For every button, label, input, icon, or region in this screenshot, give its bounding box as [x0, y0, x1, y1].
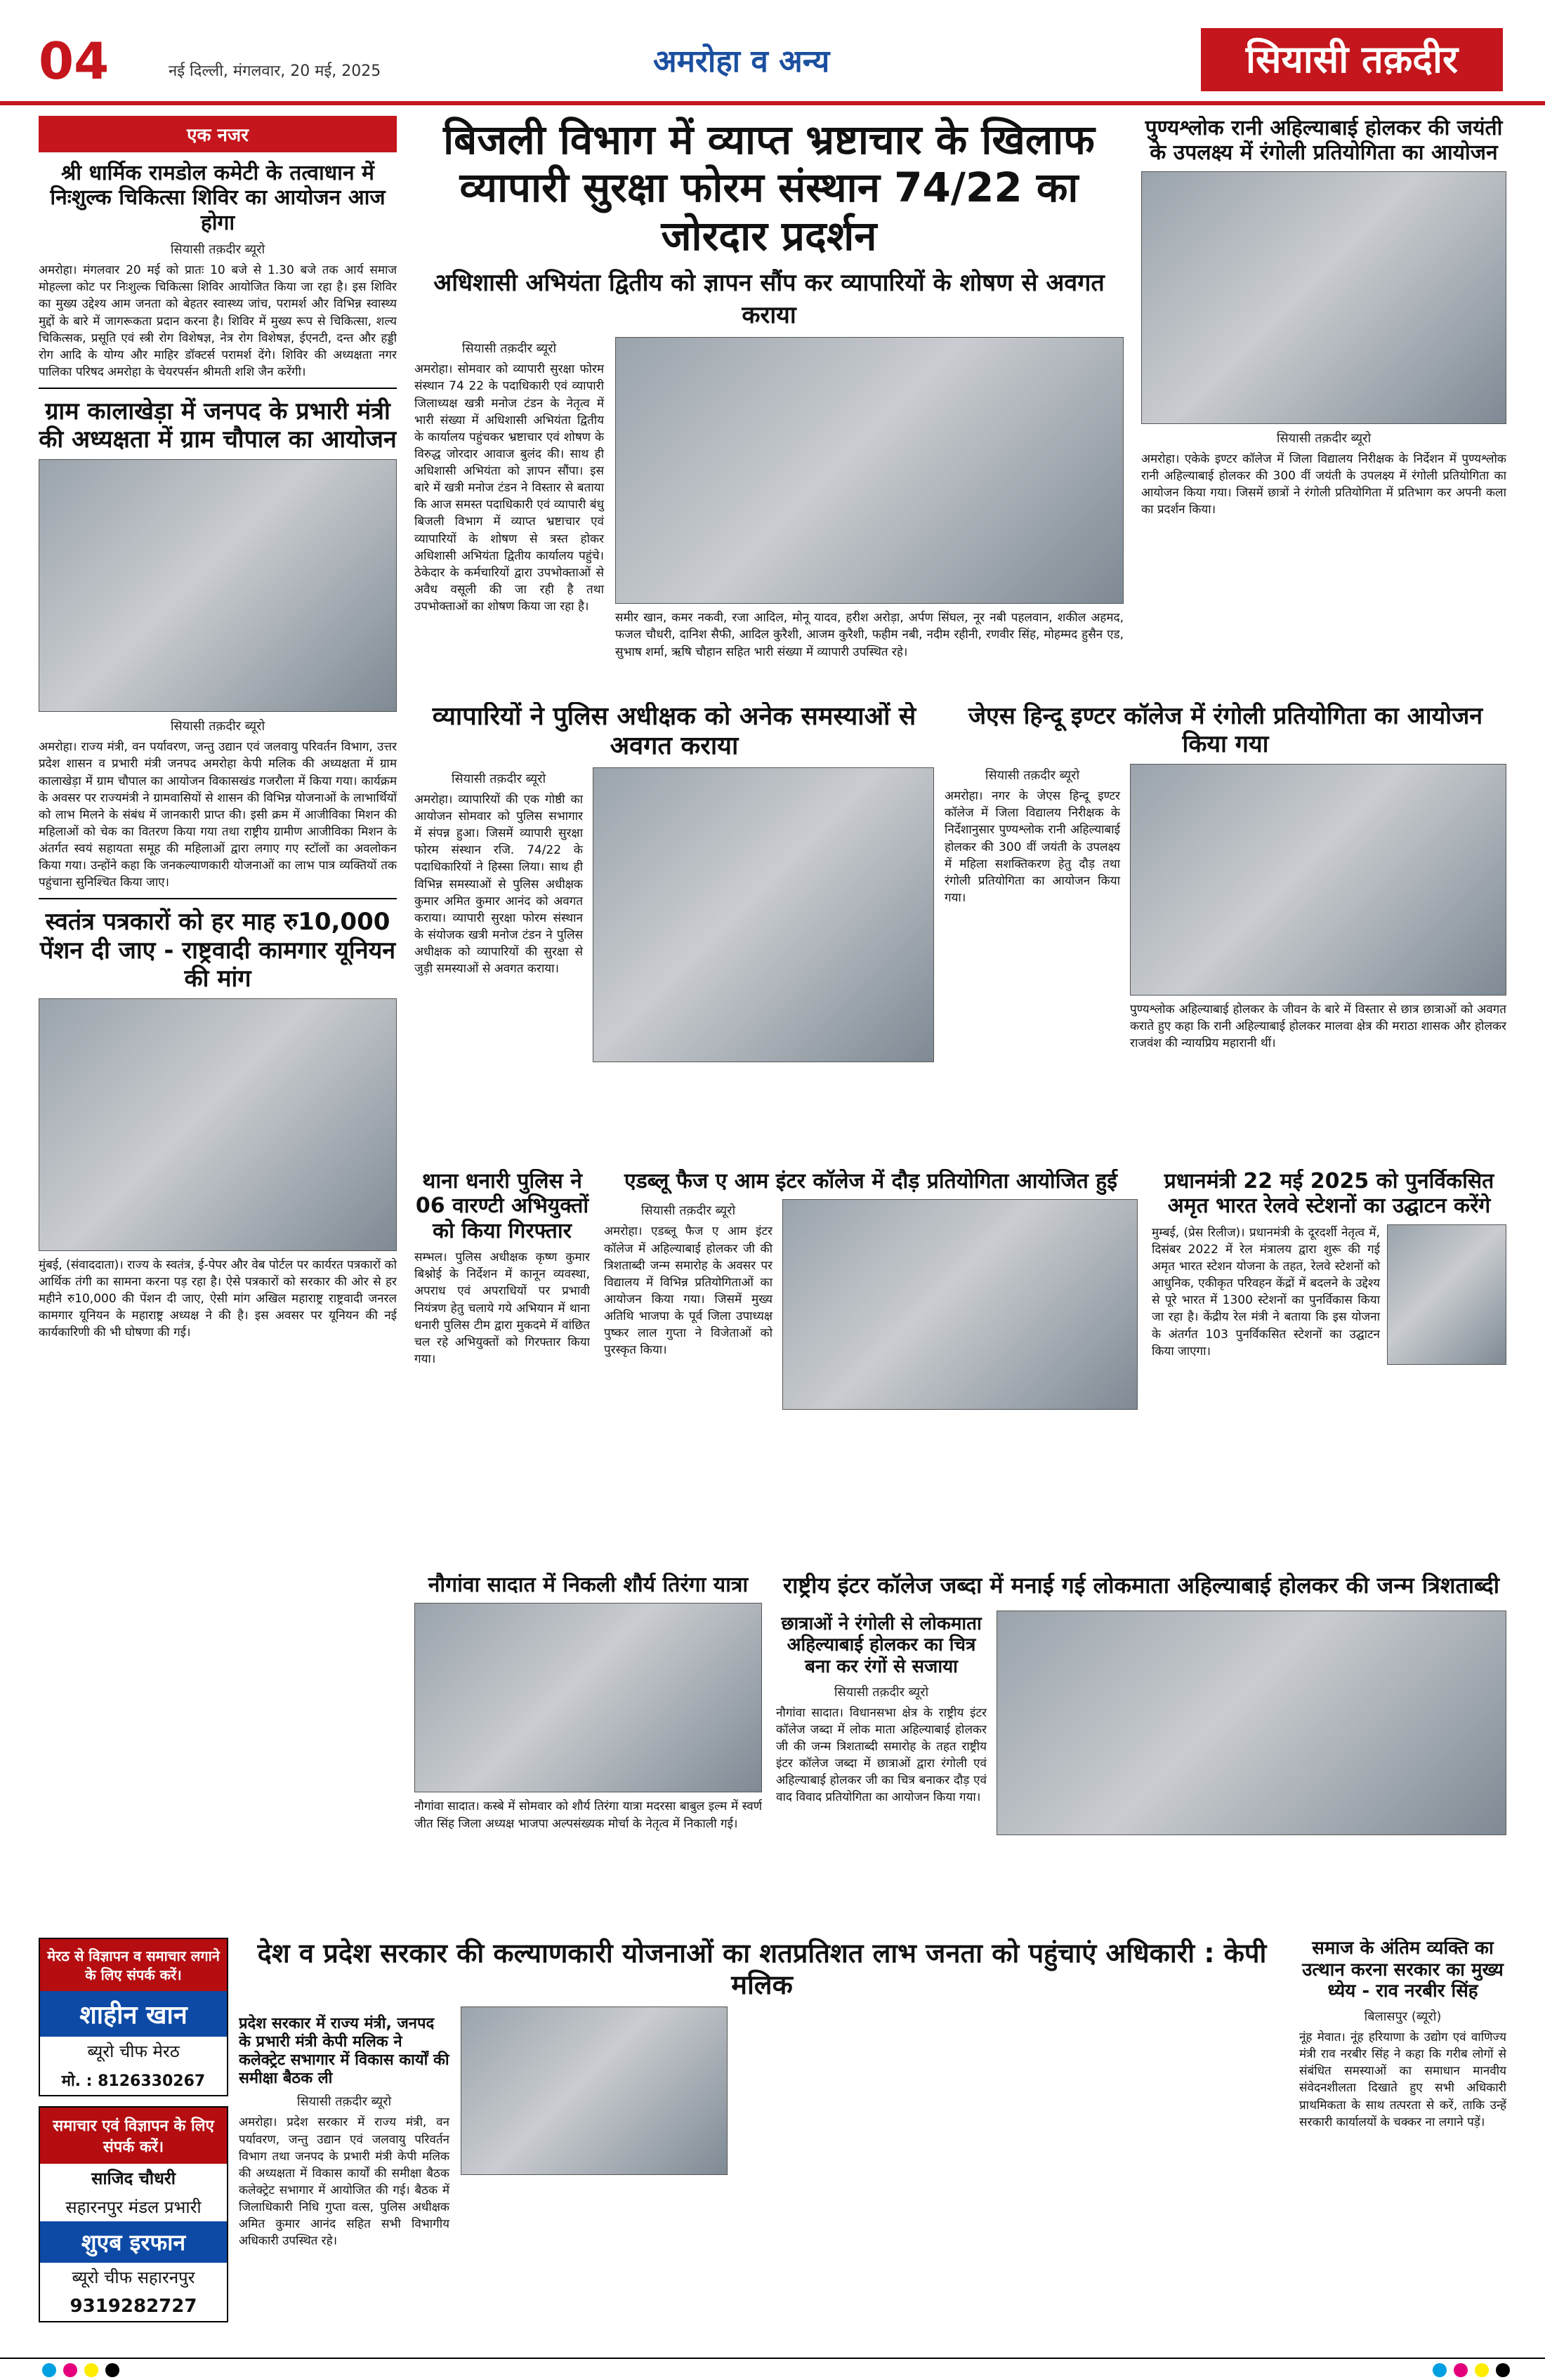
photo-rangoli: [1141, 171, 1506, 424]
registration-mark-icon: [1433, 2363, 1447, 2377]
ad-phone: मो. : 8126330267: [61, 2072, 206, 2090]
story-subheadline: प्रदेश सरकार में राज्य मंत्री, जनपद के प्रभारी मंत्री केपी मलिक ने कलेक्ट्रेट सभागार में विकास कार्यों की समीक्षा बैठक ली: [239, 2014, 449, 2087]
story-body: नूंह मेवात। नूंह हरियाणा के उद्योग एवं वाणिज्य मंत्री राव नरबीर सिंह ने कहा कि गरीब लोगों से संबंधित समस्याओं का समाधान मानवीय संवेदनशीलता दिखाते हुए सभी अधिकारी प्राथमिकता के साथ तत्परता से करें, ताकि उन्हें सरकारी कार्यालयों के चक्कर ना लगाने पड़ें।: [1299, 2030, 1506, 2129]
story-police: [414, 702, 934, 1158]
registration-mark-icon: [1496, 2363, 1510, 2377]
story-pm: [1152, 1169, 1506, 1562]
photo-police-meeting: [593, 767, 934, 1062]
photo-union: [39, 998, 397, 1251]
story-body: अमरोहा। प्रदेश सरकार में राज्य मंत्री, वन पर्यावरण, जन्तु उद्यान एवं जलवायु परिवर्तन विभाग तथा जनपद के प्रभारी मंत्री केपी मलिक की अध्यक्षता में विकास कार्यों की समीक्षा बैठक कलेक्ट्रेट सभागार में आयोजित की गई। बैठक में जिलाधिकारी निधि गुप्ता वत्स, पुलिस अधीक्षक अमित कुमार आनंद सहित सभी विभागीय अधिकारी उपस्थित रहे।: [239, 2115, 449, 2249]
divider: [39, 898, 397, 899]
story-daud: [604, 1169, 1138, 1562]
story-headline: थाना धनारी पुलिस ने 06 वारण्टी अभियुक्तों को किया गिरफ्तार: [415, 1169, 589, 1243]
story-body: अमरोहा। मंगलवार 20 मई को प्रातः 10 बजे से 1.30 बजे तक आर्य समाज मोहल्ला कोट पर निःशुल्क चिकित्सा शिविर आयोजित किया जा रहा है। इस शिविर का मुख्य उद्देश्य आम जनता को बेहतर स्वास्थ्य जांच, परामर्श और विभिन्न स्वास्थ्य मुद्दों के बारे में जागरूकता प्रदान करना है। शिविर में मुख्य रूप से चिकित्सा, शल्य चिकित्सक, प्रसूति एवं स्त्री रोग विशेषज्ञ, नेत्र रोग विशेषज्ञ, ईएनटी, दन्त और हड्डी रोग आदि के योग्य और माहिर डॉक्टर्स परामर्श देंगे। शिविर की अध्यक्षता नगर पालिका परिषद अमरोहा के चेयरपर्सन श्रीमती शशि जैन करेंगी।: [39, 263, 397, 379]
story-body: अमरोहा। एडब्लू फैज ए आम इंटर कॉलेज में अहिल्याबाई होलकर जी की त्रिशताब्दी जन्म समारोह के अवसर पर विद्यालय में विभिन्न प्रतियोगिताओं का आयोजन किया गया। जिसमें मुख्य अतिथि भाजपा के पूर्व जिला उपाध्यक्ष पुष्कर लाल गुप्ता ने विजेताओं को पुरस्कृत किया।: [604, 1224, 772, 1358]
photo-tiranga-yatra: [414, 1603, 762, 1792]
ad-role: ब्यूरो चीफ मेरठ: [87, 2042, 180, 2061]
story-body: मुम्बई, (प्रेस रिलीज)। प्रधानमंत्री के दूरदर्शी नेतृत्व में, दिसंबर 2022 में रेल मंत्रालय द्वारा शुरू की गई अमृत भारत स्टेशन योजना के तहत, रेलवे स्टेशनों को आधुनिक, एकीकृत परिवहन केंद्रों में बदलने के उद्देश्य से पूरे भारत में 1300 स्टेशनों का पुनर्विकास किया जा रहा है। केंद्रीय रेल मंत्री ने बताया कि इस योजना के अंतर्गत 103 पुनर्विकसित स्टेशनों का उद्घाटन किया जाएगा।: [1152, 1225, 1380, 1358]
registration-mark-icon: [1454, 2363, 1468, 2377]
story-jabda: [776, 1573, 1506, 1924]
lead-subheadline: अधिशासी अभियंता द्वितीय को ज्ञापन सौंप कर व्यापारियों के शोषण से अवगत कराया: [433, 269, 1105, 330]
registration-mark-icon: [63, 2363, 77, 2377]
story-headline: ग्राम कालाखेड़ा में जनपद के प्रभारी मंत्री की अध्यक्षता में ग्राम चौपाल का आयोजन: [39, 397, 397, 454]
story-body: मुंबई, (संवाददाता)। राज्य के स्वतंत्र, ई-पेपर और वेब पोर्टल पर कार्यरत पत्रकारों को आर्थिक तंगी का सामना करना पड़ रहा है। ऐसे पत्रकारों को सरकार की ओर से हर महीने रु10,000 की पेंशन दी जाए, ऐसी मांग अखिल महाराष्ट्र राष्ट्रवादी जनरल कामगार यूनियन के महाराष्ट्र अध्यक्ष ने की है। इस अवसर पर यूनियन की नई कार्यकारिणी की भी घोषणा की गई।: [39, 1257, 397, 1340]
story-headline: देश व प्रदेश सरकार की कल्याणकारी योजनाओं का शतप्रतिशत लाभ जनता को पहुंचाएं अधिकारी : केपी मलिक: [257, 1938, 1267, 2000]
photo-chaupal: [39, 459, 397, 712]
ad-role: सहारनपुर मंडल प्रभारी: [65, 2197, 202, 2217]
story-headline: जेएस हिन्दू इण्टर कॉलेज में रंगोली प्रतियोगिता का आयोजन किया गया: [968, 702, 1483, 759]
photo-pm: [1387, 1224, 1506, 1365]
brand-logo: सियासी तक़दीर: [1201, 28, 1503, 91]
registration-mark-icon: [42, 2363, 56, 2377]
dateline: नई दिल्ली, मंगलवार, 20 मई, 2025: [169, 62, 381, 80]
ad-name: शुएब इरफान: [40, 2221, 227, 2263]
registration-mark-icon: [84, 2363, 98, 2377]
divider: [39, 388, 397, 389]
ad-saharanpur: [39, 2106, 228, 2322]
photo-review-meeting: [461, 2007, 728, 2175]
byline: बिलासपुर (ब्यूरो): [1364, 2009, 1442, 2025]
story-body: अमरोहा। सोमवार को व्यापारी सुरक्षा फोरम संस्थान 74 22 के पदाधिकारी एवं व्यापारी जिलाध्यक्ष खत्री मनोज टंडन के नेतृत्व में भारी संख्या में अधिशासी अभियंता द्वितीय के कार्यालय पहुंचकर भ्रष्टाचार एवं शोषण के विरुद्ध जोरदार आवाज बुलंद की। साथ ही अधिशासी अभियंता को ज्ञापन सौंपा। इस बारे में खत्री मनोज टंडन ने विस्तार से बताया कि आज समस्त पदाधिकारी एवं व्यापारी बंधु बिजली विभाग में व्याप्त भ्रष्टाचार एवं व्यापारियों के शोषण से त्रस्त होकर अधिशासी अभियंता द्वितीय कार्यालय पहुंचे। ठेकेदार के कर्मचारियों द्वारा उपभोक्ताओं से अवैध वसूली की जा रही है तथा उपभोक्ताओं का शोषण किया जा रहा है।: [414, 362, 604, 614]
story-headline: स्वतंत्र पत्रकारों को हर माह रु10,000 पेंशन दी जाए - राष्ट्रवादी कामगार यूनियन की मांग: [39, 908, 396, 993]
story-body: सम्भल। पुलिस अधीक्षक कृष्ण कुमार बिश्नोई के निर्देशन में कानून व्यवस्था, अपराध एवं अपराधियों पर प्रभावी नियंत्रण हेतु चलाये गये अभियान में थाना धनारी पुलिस टीम द्वारा मुकदमे में वांछित चल रहे अभियुक्तों को गिरफ्तार किया गया।: [414, 1250, 590, 1366]
photo-protest: [615, 337, 1124, 604]
registration-mark-icon: [105, 2363, 119, 2377]
byline: सियासी तक़दीर ब्यूरो: [170, 719, 265, 734]
ad-phone: 9319282727: [70, 2296, 197, 2317]
story-body: अमरोहा। एकेके इण्टर कॉलेज में जिला विद्यालय निरीक्षक के निर्देशन में पुण्यश्लोक रानी अहिल्याबाई होलकर की 300 वीं जयंती के उपलक्ष्य में रंगोली प्रतियोगिता का आयोजन किया गया। जिसमें छात्रों ने रंगोली प्रतियोगिता में प्रतिभाग कर अपनी कला का प्रदर्शन किया।: [1141, 451, 1506, 517]
page-number: 04: [39, 32, 110, 91]
ad-name: साजिद चौधरी: [91, 2169, 176, 2188]
story-warrant: [414, 1169, 590, 1562]
photo-jeyes: [1130, 764, 1506, 996]
story-rangoli: [1141, 116, 1506, 692]
section-title: अमरोहा व अन्य: [653, 44, 830, 79]
story-body: नौगांवा सादात। विधानसभा क्षेत्र के राष्ट्रीय इंटर कॉलेज जब्दा में लोक माता अहिल्याबाई होलकर जी की जन्म त्रिशताब्दी समारोह के तहत राष्ट्रीय इंटर कॉलेज जब्दा में छात्राओं द्वारा रंगोली एवं अहिल्याबाई होलकर जी का चित्र बनाकर दौड़ एवं वाद विवाद प्रतियोगिता का आयोजन किया गया।: [776, 1705, 987, 1805]
byline: सियासी तक़दीर ब्यूरो: [451, 771, 546, 786]
byline: सियासी तक़दीर ब्यूरो: [170, 242, 265, 258]
byline: सियासी तक़दीर ब्यूरो: [834, 1684, 929, 1700]
byline: सियासी तक़दीर ब्यूरो: [985, 768, 1080, 784]
story-headline: एडब्लू फैज ए आम इंटर कॉलेज में दौड़ प्रतियोगिता आयोजित हुई: [624, 1169, 1117, 1194]
ad-title: समाचार एवं विज्ञापन के लिए संपर्क करें।: [40, 2108, 227, 2164]
story-body: समीर खान, कमर नकवी, रजा आदिल, मोनू यादव, हरीश अरोड़ा, अर्पण सिंघल, नूर नबी पहलवान, शकील अहमद, फजल चौधरी, दानिश सैफी, आदिल कुरैशी, आजम कुरैशी, फहीम नबी, नदीम रहीनी, रणवीर सिंह, मोहम्मद हुसैन एड, सुभाष शर्मा, ऋषि चौहान सहित भारी संख्या में व्यापारी उपस्थित रहे।: [615, 611, 1124, 659]
ad-role: ब्यूरो चीफ सहारनपुर: [72, 2268, 195, 2287]
ads-column: [39, 1938, 228, 2352]
story-headline: नौगांवा सादात में निकली शौर्य तिरंगा यात्रा: [428, 1573, 749, 1597]
story-subheadline: छात्राओं ने रंगोली से लोकमाता अहिल्याबाई होलकर का चित्र बना कर रंगों से सजाया: [781, 1613, 982, 1678]
byline: सियासी तक़दीर ब्यूरो: [1276, 430, 1372, 446]
ek-nazar-banner: एक नजर: [39, 116, 397, 152]
ad-title: मेरठ से विज्ञापन व समाचार लगाने के लिए संपर्क करें।: [40, 1939, 227, 1991]
column-left: [39, 116, 397, 2166]
masthead: [0, 0, 1545, 105]
story-headline: पुण्यश्लोक रानी अहिल्याबाई होलकर की जयंती के उपलक्ष्य में रंगोली प्रतियोगिता का आयोजन: [1145, 116, 1503, 166]
byline: सियासी तक़दीर ब्यूरो: [296, 2094, 392, 2110]
story-headline: श्री धार्मिक रामडोल कमेटी के तत्वाधान में निःशुल्क चिकित्सा शिविर का आयोजन आज होगा: [50, 161, 386, 235]
ad-meerut: [39, 1938, 228, 2096]
ad-name: शाहीन खान: [40, 1991, 227, 2037]
story-body: अमरोहा। व्यापारियों की एक गोष्ठी का आयोजन सोमवार को पुलिस सभागार में संपन्न हुआ। जिसमें व्यापारी सुरक्षा फोरम संस्थान रजि. 74/22 के पदाधिकारियों ने हिस्सा लिया। साथ ही विभिन्न समस्याओं से पुलिस अधीक्षक कुमार अमित कुमार आनंद को अवगत कराया। व्यापारी सुरक्षा फोरम संस्थान के संयोजक खत्री मनोज टंडन ने पुलिस अधीक्षक को व्यापारियों की सुरक्षा से जुड़ी समस्याओं से अवगत कराया।: [414, 792, 583, 977]
story-body: पुण्यश्लोक अहिल्याबाई होलकर के जीवन के बारे में विस्तार से छात्र छात्राओं को अवगत कराते हुए कहा कि रानी अहिल्याबाई होलकर मालवा क्षेत्र की मराठा शासक और होलकर राजवंश की न्यायप्रिय महारानी थीं।: [1130, 1003, 1506, 1051]
story-nogawan: [414, 1573, 762, 1924]
byline: सियासी तक़दीर ब्यूरो: [461, 341, 557, 357]
story-body: अमरोहा। नगर के जेएस हिन्दू इण्टर कॉलेज में जिला विद्यालय निरीक्षक के निर्देशानुसार पुण्यश्लोक रानी अहिल्याबाई होलकर की 300 वीं जयंती के उपलक्ष्य में महिला सशक्तिकरण हेतु दौड़ तथा रंगोली प्रतियोगिता का आयोजन किया गया।: [945, 789, 1120, 905]
print-registration-bar: [0, 2358, 1545, 2380]
lead-story: [414, 116, 1124, 692]
story-body: नौगांवा सादात। कस्बे में सोमवार को शौर्य तिरंगा यात्रा मदरसा बाबुल इल्म में स्वर्ण जीत सिंह जिला अध्यक्ष भाजपा अल्पसंख्यक मोर्चा के नेतृत्व में निकाली गई।: [414, 1799, 762, 1831]
story-jeyes: [945, 702, 1506, 1158]
registration-mark-icon: [1475, 2363, 1489, 2377]
story-navbir: [1299, 1938, 1506, 2352]
story-headline: समाज के अंतिम व्यक्ति का उत्थान करना सरकार का मुख्य ध्येय - राव नरबीर सिंह: [1302, 1938, 1504, 2002]
lead-headline: बिजली विभाग में व्याप्त भ्रष्टाचार के खिलाफ व्यापारी सुरक्षा फोरम संस्थान 74/22 का जोरदार प्रदर्शन: [443, 116, 1095, 260]
story-headline: व्यापारियों ने पुलिस अधीक्षक को अनेक समस्याओं से अवगत कराया: [432, 702, 916, 761]
story-headline: राष्ट्रीय इंटर कॉलेज जब्दा में मनाई गई लोकमाता अहिल्याबाई होलकर की जन्म त्रिशताब्दी: [783, 1573, 1499, 1599]
story-kpmalik: [239, 1938, 1285, 2352]
photo-race: [782, 1199, 1138, 1410]
photo-jabda: [997, 1611, 1506, 1835]
story-headline: प्रधानमंत्री 22 मई 2025 को पुनर्विकसित अमृत भारत रेलवे स्टेशनों का उद्घाटन करेंगे: [1164, 1169, 1494, 1219]
story-body: अमरोहा। राज्य मंत्री, वन पर्यावरण, जन्तु उद्यान एवं जलवायु परिवर्तन विभाग, उत्तर प्रदेश शासन व प्रभारी मंत्री जनपद अमरोहा केपी मलिक की अध्यक्षता में ग्राम कालाखेड़ा में ग्राम चौपाल का आयोजन विकासखंड गजरौला में किया गया। कार्यक्रम के अवसर पर राज्यमंत्री ने ग्रामवासियों से शासन की विभिन्न योजनाओं के लाभार्थियों को लाभ मिलने के संबंध में जानकारी प्राप्त की। इसी क्रम में आजीविका मिशन की महिलाओं को चेक का वितरण किया गया तथा राष्ट्रीय ग्रामीण आजीविका मिशन के अंतर्गत स्वयं सहायता समूह की महिलाओं द्वारा लगाए गए स्टॉलों का अवलोकन किया गया। उन्होंने कहा कि जनकल्याणकारी योजनाओं का लाभ पात्र व्यक्तियों तक पहुंचाना सुनिश्चित किया जाए।: [39, 740, 397, 890]
byline: सियासी तक़दीर ब्यूरो: [640, 1203, 736, 1219]
